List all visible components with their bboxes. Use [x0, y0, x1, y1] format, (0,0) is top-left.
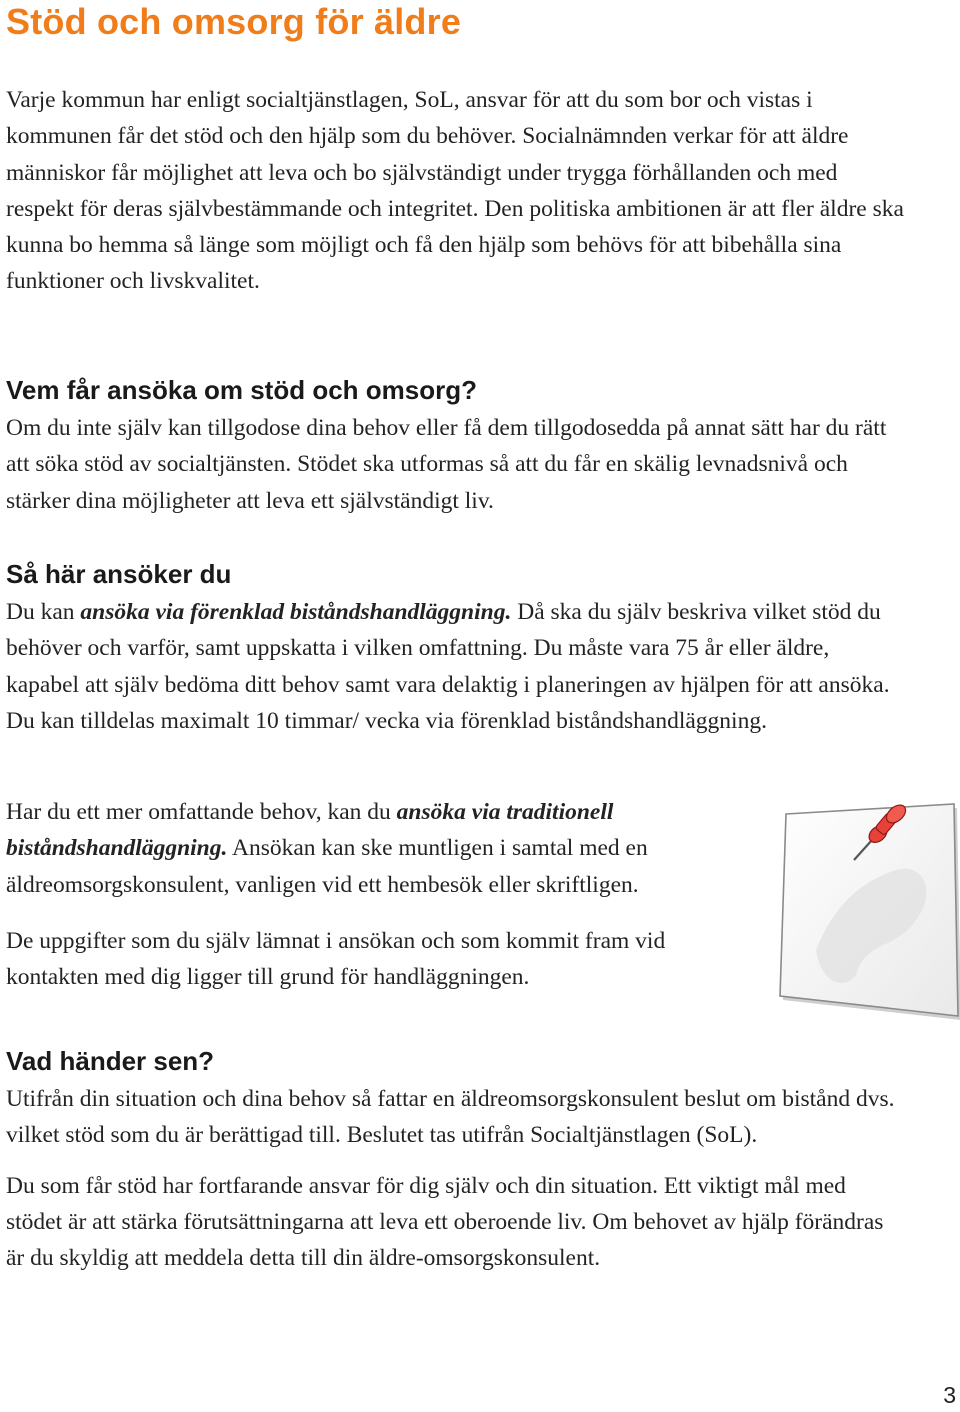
section-how-paragraph-2 [6, 794, 746, 903]
emphasis-traditional: ansöka via traditionell biståndshandläggning. [6, 799, 614, 862]
page-title: Stöd och omsorg för äldre [6, 1, 462, 42]
section-next-paragraph-1: Utifrån din situation och dina behov så fattar en äldreomsorgskonsulent beslut om bistånd dvs. vilket stöd som du är berättigad till. Beslutet tas utifrån Socialtjänstlagen (SoL). [6, 1086, 895, 1149]
section-how-paragraph-1 [6, 594, 906, 739]
section-how [6, 556, 906, 739]
text-span: Har du ett mer omfattande behov, kan du [6, 799, 397, 825]
emphasis-simplified: ansöka via förenklad biståndshandläggning. [80, 599, 512, 625]
page-number: 3 [943, 1382, 956, 1408]
pinned-note-illustration [776, 800, 960, 1026]
text-span: Då ska du själv beskriva vilket stöd du behöver och varför, samt uppskatta i vilken omfattning. Du måste vara 75 år eller äldre, kapabel att själv bedöma ditt behov samt vara delaktig i planeringen av hjälpen för att ansöka. Du kan tilldelas maximalt 10 timmar/ vecka via förenklad biståndshandläggning. [6, 599, 890, 734]
section-next-heading: Vad händer sen? [6, 1046, 215, 1076]
section-who-paragraph: Om du inte själv kan tillgodose dina behov eller få dem tillgodosedda på annat sätt har du rätt att söka stöd av socialtjänsten. Stödet ska utformas så att du får en skälig levnadsnivå och stärker dina möjligheter att leva ett självständigt liv. [6, 415, 887, 514]
text-span: Ansökan kan ske muntligen i samtal med en äldreomsorgskonsulent, vanligen vid ett hembesök eller skriftligen. [6, 835, 648, 898]
section-who-heading: Vem får ansöka om stöd och omsorg? [6, 375, 477, 405]
intro-paragraph: Varje kommun har enligt socialtjänstlagen, SoL, ansvar för att du som bor och vistas i kommunen får det stöd och den hjälp som du behöver. Socialnämnden verkar för att äldre människor får möjlighet att leva och bo självständigt under trygga förhållanden och med respekt för deras självbestämmande och integritet. Den politiska ambitionen är att fler äldre ska kunna bo hemma så länge som möjligt och få den hjälp som behövs för att bibehålla sina funktioner och livskvalitet. [6, 87, 904, 295]
section-who [6, 372, 906, 519]
section-how-continued [6, 794, 746, 995]
intro-section [6, 82, 906, 300]
section-how-paragraph-3: De uppgifter som du själv lämnat i ansökan och som kommit fram vid kontakten med dig ligger till grund för handläggningen. [6, 927, 666, 991]
text-span: Du kan [6, 599, 81, 625]
section-how-heading: Så här ansöker du [6, 559, 232, 589]
section-next-paragraph-2: Du som får stöd har fortfarande ansvar för dig själv och din situation. Ett viktigt mål med stödet är att stärka förutsättningarna att leva ett oberoende liv. Om behovet av hjälp förändras är du skyldig att meddela detta till din äldre-omsorgskonsulent. [6, 1172, 884, 1272]
section-next [6, 1043, 906, 1276]
